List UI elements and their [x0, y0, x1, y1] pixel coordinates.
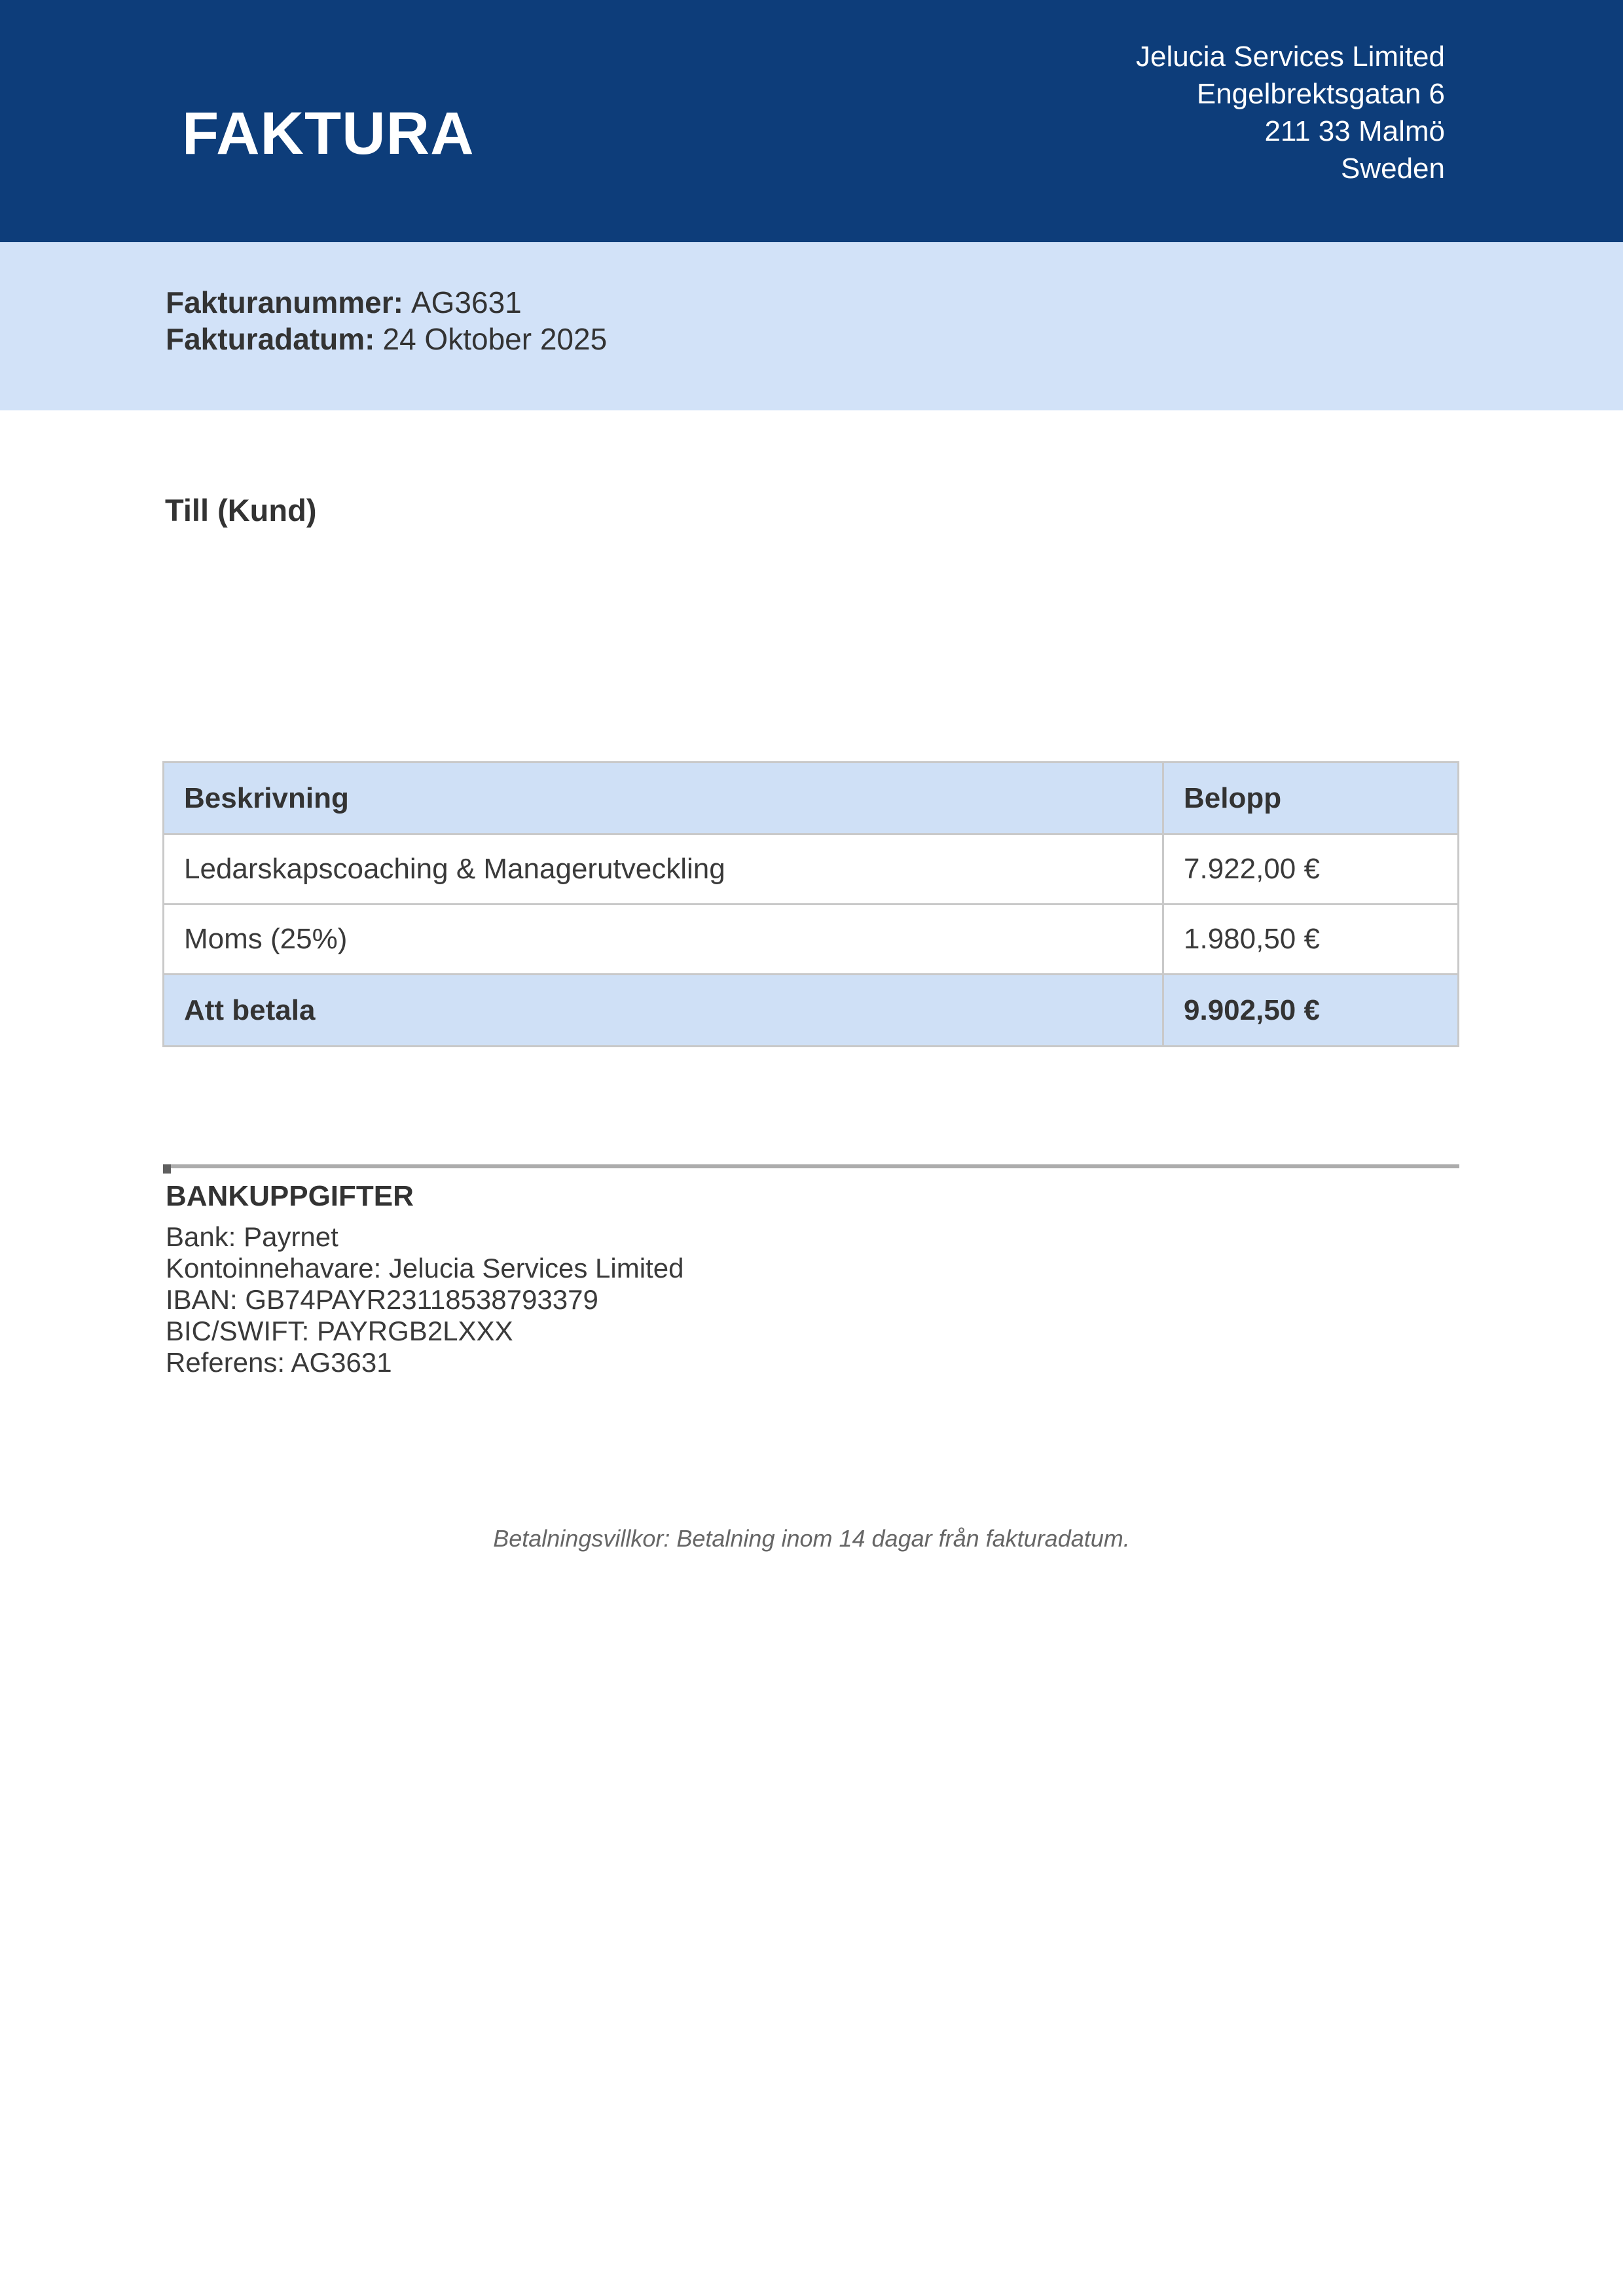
- bank-line-reference: Referens: AG3631: [166, 1347, 392, 1378]
- total-label: Att betala: [164, 975, 1163, 1047]
- company-name: Jelucia Services Limited: [1136, 41, 1445, 73]
- invoice-header: [0, 0, 1623, 242]
- total-amount: 9.902,50 €: [1163, 975, 1459, 1047]
- invoice-number-value: AG3631: [410, 285, 522, 319]
- section-divider: [163, 1164, 1459, 1168]
- divider-end-cap: [163, 1164, 171, 1174]
- table-total-row: [164, 975, 1459, 1047]
- bank-line-account-holder: Kontoinnehavare: Jelucia Services Limited: [166, 1253, 684, 1283]
- invoice-meta: [166, 284, 607, 357]
- table-row: [164, 905, 1459, 975]
- invoice-date-label: Fakturadatum:: [166, 322, 375, 356]
- invoice-title: FAKTURA: [182, 100, 475, 167]
- company-address-block: [1136, 38, 1445, 187]
- company-country: Sweden: [1340, 152, 1445, 185]
- bank-line-iban: IBAN: GB74PAYR23118538793379: [166, 1284, 598, 1315]
- bank-details-heading: BANKUPPGIFTER: [166, 1180, 414, 1212]
- item-description: Moms (25%): [164, 905, 1163, 975]
- bank-line-bank: Bank: Payrnet: [166, 1221, 338, 1252]
- invoice-number-line: [166, 284, 607, 321]
- item-description: Ledarskapscoaching & Managerutveckling: [164, 834, 1163, 905]
- invoice-items-table: [162, 761, 1459, 1047]
- invoice-date-line: [166, 321, 607, 357]
- company-postal-city: 211 33 Malmö: [1264, 115, 1445, 147]
- column-header-description: Beskrivning: [164, 762, 1163, 834]
- bank-line-bic-swift: BIC/SWIFT: PAYRGB2LXXX: [166, 1316, 513, 1346]
- invoice-number-label: Fakturanummer:: [166, 285, 403, 319]
- item-amount: 7.922,00 €: [1163, 834, 1459, 905]
- invoice-meta-band: [0, 242, 1623, 410]
- invoice-date-value: 24 Oktober 2025: [382, 322, 608, 356]
- bank-details-section: [166, 1179, 684, 1378]
- company-street: Engelbrektsgatan 6: [1196, 78, 1445, 110]
- table-row: [164, 834, 1459, 905]
- item-amount: 1.980,50 €: [1163, 905, 1459, 975]
- recipient-heading: Till (Kund): [165, 493, 317, 528]
- column-header-amount: Belopp: [1163, 762, 1459, 834]
- payment-terms: Betalningsvillkor: Betalning inom 14 dagar från fakturadatum.: [493, 1525, 1130, 1552]
- table-header-row: [164, 762, 1459, 834]
